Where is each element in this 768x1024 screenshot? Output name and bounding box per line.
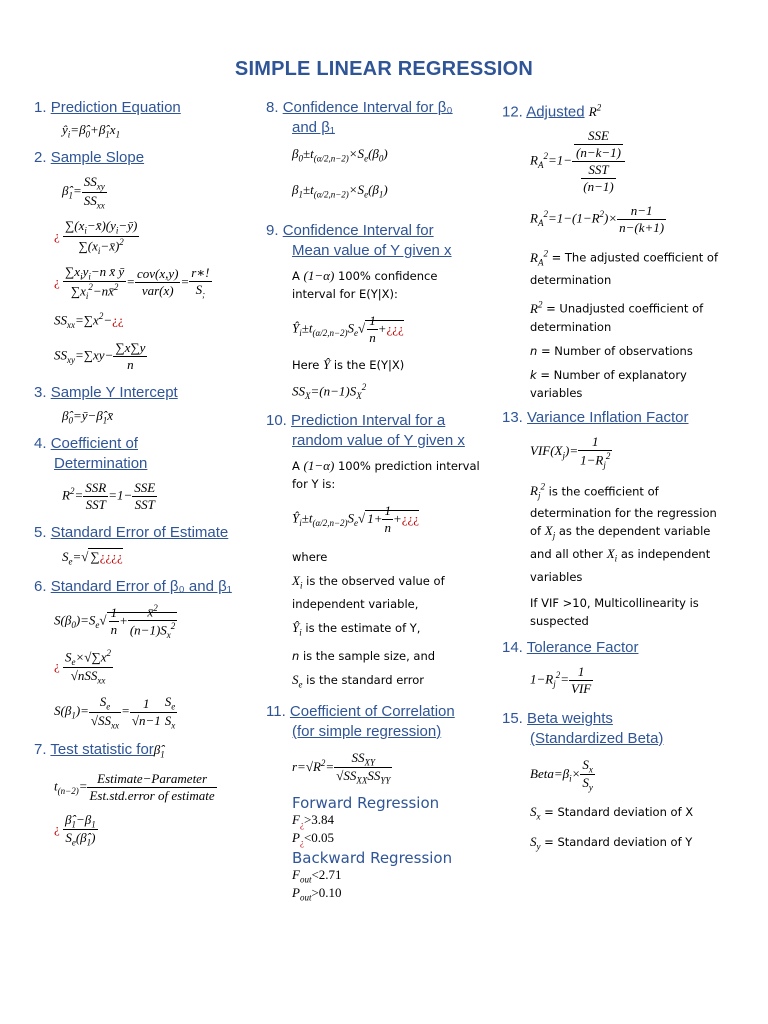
- heading-test-statistic[interactable]: 7. Test statistic $for\betâ_1$: [34, 741, 165, 760]
- formula-adj-r2-2: $R_A^2=1-(1-R^2)\times$ $\frac{n-1}{n-(k+1)}$: [530, 203, 665, 236]
- formula-ci-mean: $Ŷ_i\pm t_{(\alpha/2,n-2)}S_e√$ $\frac{1}{n}$ +¿¿¿: [292, 313, 404, 346]
- se-definition: $S_e$ is the standard error: [292, 672, 425, 690]
- def-k: k = Number of explanatory variables: [530, 367, 687, 400]
- column-1: [34, 98, 260, 848]
- pi-description: A (1−α) 100% prediction interval for Y is:: [292, 458, 480, 492]
- yi-definition: $Ŷ_i$ is the estimate of Y,: [292, 619, 421, 638]
- def-adjusted-r2: $R_A^2$ = The adjusted coefficient of determination: [530, 248, 718, 288]
- formula-beta: $Beta=\beta_i\times$ $\frac{S_x}{S_y}$: [530, 756, 593, 793]
- formula-ci-beta1: $\beta_1\pm t_{(\alpha/2,n-2)}\times S_e(\beta_1)$: [292, 181, 388, 200]
- formula-adj-r2-1: $R_A^2=1-$ $\frac{\frac{\text{SSE}}{(n-k-1)}}{\frac{\text{SST}}{(n-1)}}$: [502, 128, 742, 195]
- formula-t-beta1: ¿ $\frac{\betâ_1-\beta_1}{S_e(\betâ_1)}$: [54, 811, 96, 848]
- heading-standard-error-betas[interactable]: 6. Standard Error of β₀ and β₁: [34, 578, 232, 596]
- heading-coefficient-correlation[interactable]: 11. Coefficient of Correlation (for simple regression): [266, 702, 455, 740]
- formula-ssx: $SS_X=(n-1)S_X^2$: [292, 382, 367, 402]
- heading-vif[interactable]: 13. Variance Inflation Factor: [502, 408, 689, 426]
- formula-slope-1: $\betâ_1=$ $\frac{SS_{xy}}{SS_{xx}}$: [62, 174, 105, 211]
- formula-prediction: $ŷ_i=\betâ_0+\betâ_1x_1$: [62, 122, 121, 140]
- heading-prediction-equation[interactable]: 1. Prediction Equation: [34, 99, 181, 116]
- formula-r-squared: $R^2=$ $\frac{\text{SSR}}{\text{SST}}$ =1− $\frac{\text{SSE}}{\text{SST}}$: [62, 480, 156, 513]
- vif-rule: If VIF >10, Multicollinearity is suspected: [530, 595, 699, 628]
- heading-prediction-interval[interactable]: 10. Prediction Interval for a random value of Y given x: [266, 412, 465, 450]
- formula-s-beta0-alt: ¿ $\frac{S_e\times√\sum x^2}{√nSS_{xx}}$: [54, 648, 111, 686]
- formula-slope-3: ¿ $\frac{\sum x_iy_i-n x̄ ȳ}{\sum x_i^2-nx̄^2}$ = $\frac{\text{cov(x,y)}}{\text{var(x)}}$ = $\frac{r∗!}{S_;}$: [54, 263, 210, 302]
- backward-p-criterion: $P_{out}>0.10$: [292, 884, 342, 903]
- column-2: [266, 98, 498, 902]
- backward-f-criterion: $F_{out}<2.71$: [292, 867, 342, 885]
- xi-definition: $X_i$ is the observed value of independent variable,: [292, 573, 445, 611]
- heading-standard-error-estimate[interactable]: 5. Standard Error of Estimate: [34, 524, 229, 542]
- def-sx: $S_x$ = Standard deviation of X: [530, 803, 694, 822]
- heading-sample-y-intercept[interactable]: 3. Sample Y Intercept: [34, 384, 178, 402]
- formula-correlation: $r=√R^2=$ $\frac{SS_{XY}}{√SS_{XX}SS_{YY}}$: [292, 749, 391, 787]
- backward-regression-label: Backward Regression: [292, 849, 453, 868]
- formula-ssxy: $SS_{xy}=\sum xy-$ $\frac{\sum x\sum y}{n}$: [54, 340, 146, 373]
- formula-tolerance: $1-R_j^2=$ $\frac{1}{\text{VIF}}$: [530, 663, 592, 696]
- forward-regression-label: Forward Regression: [292, 794, 440, 813]
- ci-description: A (1−α) 100% confidence interval for E(Y|X):: [292, 268, 438, 302]
- formula-s-beta0: $S(\beta_0)=S_e√$ $\frac{1}{n}$ + $\frac{x̄^2}{(n-1)S_x^2}$: [54, 603, 176, 641]
- n-definition: n is the sample size, and: [292, 649, 436, 664]
- formula-intercept: $\betâ_0=ȳ-\betâ_1x̄$: [62, 408, 114, 426]
- heading-beta-weights[interactable]: 15. Beta weights (Standardized Beta): [502, 709, 664, 747]
- page-title: SIMPLE LINEAR REGRESSION: [234, 58, 534, 80]
- vif-description: $R_j^2$ is the coefficient of determination for the regression of $X_j$ as the dependent variable and all other $X_i$ as independent variables: [530, 481, 717, 584]
- formula-t-statistic: $t_{(n-2)}=$ $\frac{\text{Estimate−Parameter}}{\text{Est.std.error of estimate}}$: [54, 770, 215, 803]
- heading-tolerance-factor[interactable]: 14. Tolerance Factor: [502, 638, 639, 656]
- formula-s-beta1: $S(\beta_1)=$ $\frac{S_e}{√SS_{xx}}$ = $\frac{1}{√n-1}$ $\frac{S_e}{S_x}$: [54, 693, 176, 731]
- heading-confidence-interval-betas[interactable]: 8. Confidence Interval for β₀ and β₁: [266, 99, 453, 136]
- formula-se: $S_e=√$ ∑¿¿¿¿: [62, 549, 123, 567]
- formula-pi: $Ŷ_i\pm t_{(\alpha/2,n-2)}S_e√$ 1+ $\frac{1}{n}$ +¿¿¿: [292, 503, 420, 536]
- forward-p-criterion: $P_¿<0.05$: [292, 829, 335, 848]
- forward-f-criterion: $F_¿>3.84$: [292, 812, 335, 830]
- def-unadjusted-r2: $R^2$ = Unadjusted coefficient of determination: [530, 299, 704, 334]
- here-text: Here Ŷ is the E(Y|X): [292, 357, 405, 373]
- formula-ssxx: $SS_{xx}=\sum x^2-¿¿$: [54, 311, 124, 331]
- heading-ci-mean-value[interactable]: 9. Confidence Interval for Mean value of Y given x: [266, 222, 452, 260]
- formula-slope-2: ¿ $\frac{\sum(x_i-x̄)(y_i-ȳ)}{\sum(x_i-x̄)^2}$: [54, 218, 138, 256]
- heading-adjusted-r2[interactable]: 12. Adjusted $R^2$: [502, 103, 602, 121]
- formula-vif: $VIF(X_j)=$ $\frac{1}{1-R_j^2}$: [530, 433, 611, 470]
- def-sy: $S_y$ = Standard deviation of Y: [530, 834, 693, 852]
- heading-coefficient-determination[interactable]: 4. Coefficient of Determination: [34, 435, 148, 473]
- where-text: where: [292, 550, 328, 565]
- formula-ci-beta0: $\beta_0\pm t_{(\alpha/2,n-2)}\times S_e(\beta_0)$: [292, 146, 388, 164]
- column-3: [502, 98, 742, 856]
- heading-sample-slope[interactable]: 2. Sample Slope: [34, 149, 145, 166]
- def-n: n = Number of observations: [530, 343, 693, 358]
